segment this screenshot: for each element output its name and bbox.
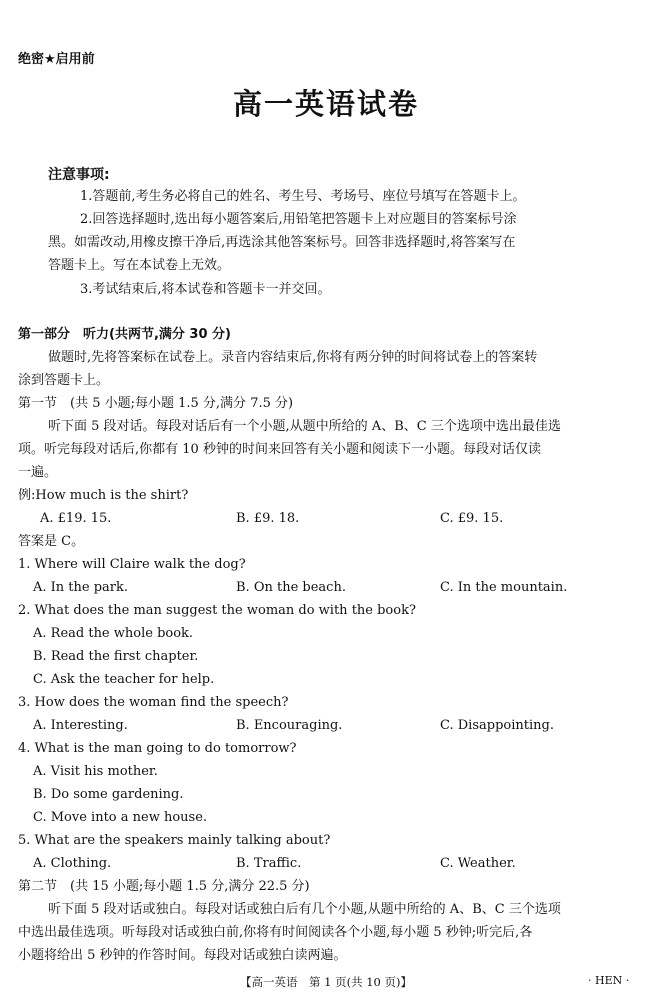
q2-option-b: B. Read the first chapter.: [33, 649, 199, 664]
q1-option-b: B. On the beach.: [236, 580, 346, 595]
section1-intro-line: 项。听完每段对话后,你都有 10 秒钟的时间来回答有关小题和阅读下一小题。每段对话仅读: [18, 442, 541, 457]
q4-option-c: C. Move into a new house.: [33, 810, 208, 825]
example-question: 例:How much is the shirt?: [18, 488, 189, 503]
q3-option-c: C. Disappointing.: [440, 718, 554, 733]
part1-intro-line: 涂到答题卡上。: [18, 373, 110, 388]
q5-option-c: C. Weather.: [440, 856, 516, 871]
question-4: 4. What is the man going to do tomorrow?: [18, 741, 297, 756]
page-footer: 【高一英语 第 1 页(共 10 页)】: [239, 975, 413, 989]
q2-option-c: C. Ask the teacher for help.: [33, 672, 215, 687]
q3-option-b: B. Encouraging.: [236, 718, 343, 733]
q4-option-b: B. Do some gardening.: [33, 787, 184, 802]
notes-line: 2.回答选择题时,选出每小题答案后,用铅笔把答题卡上对应题目的答案标号涂: [80, 212, 517, 227]
q2-option-a: A. Read the whole book.: [33, 626, 194, 641]
section2-intro-line: 听下面 5 段对话或独白。每段对话或独白后有几个小题,从题中所给的 A、B、C 三个选项: [48, 902, 561, 917]
section1-heading: 第一节 (共 5 小题;每小题 1.5 分,满分 7.5 分): [18, 396, 294, 411]
question-3: 3. How does the woman find the speech?: [18, 695, 289, 710]
section1-intro-line: 一遍。: [18, 465, 58, 480]
q5-option-b: B. Traffic.: [236, 856, 302, 871]
notes-heading: 注意事项:: [48, 167, 110, 183]
example-option-b: B. £9. 18.: [236, 511, 300, 526]
q3-option-a: A. Interesting.: [33, 718, 128, 733]
question-2: 2. What does the man suggest the woman do with the book?: [18, 603, 416, 618]
notes-line: 1.答题前,考生务必将自己的姓名、考生号、考场号、座位号填写在答题卡上。: [80, 189, 526, 204]
question-1: 1. Where will Claire walk the dog?: [18, 557, 246, 572]
footer-code: · HEN ·: [588, 974, 630, 987]
q1-option-a: A. In the park.: [33, 580, 129, 595]
section1-intro-line: 听下面 5 段对话。每段对话后有一个小题,从题中所给的 A、B、C 三个选项中选出最佳选: [48, 419, 561, 434]
section2-intro-line: 小题将给出 5 秒钟的作答时间。每段对话或独白读两遍。: [18, 948, 347, 963]
section2-intro-line: 中选出最佳选项。听每段对话或独白前,你将有时间阅读各个小题,每小题 5 秒钟;听完后,各: [18, 925, 533, 940]
q5-option-a: A. Clothing.: [33, 856, 112, 871]
question-5: 5. What are the speakers mainly talking about?: [18, 833, 331, 848]
example-answer: 答案是 C。: [18, 534, 85, 549]
section2-heading: 第二节 (共 15 小题;每小题 1.5 分,满分 22.5 分): [18, 879, 310, 894]
page-title: 高一英语试卷: [232, 87, 419, 121]
part1-intro-line: 做题时,先将答案标在试卷上。录音内容结束后,你将有两分钟的时间将试卷上的答案转: [48, 350, 538, 365]
part1-heading: 第一部分 听力(共两节,满分 30 分): [18, 327, 231, 342]
example-option-c: C. £9. 15.: [440, 511, 504, 526]
q1-option-c: C. In the mountain.: [440, 580, 568, 595]
notes-line: 黑。如需改动,用橡皮擦干净后,再选涂其他答案标号。回答非选择题时,将答案写在: [48, 235, 516, 250]
q4-option-a: A. Visit his mother.: [33, 764, 158, 779]
notes-line: 答题卡上。写在本试卷上无效。: [48, 258, 231, 273]
example-option-a: A. £19. 15.: [40, 511, 112, 526]
notes-line: 3.考试结束后,将本试卷和答题卡一并交回。: [80, 282, 331, 297]
confidential-label: 绝密★启用前: [18, 52, 95, 67]
